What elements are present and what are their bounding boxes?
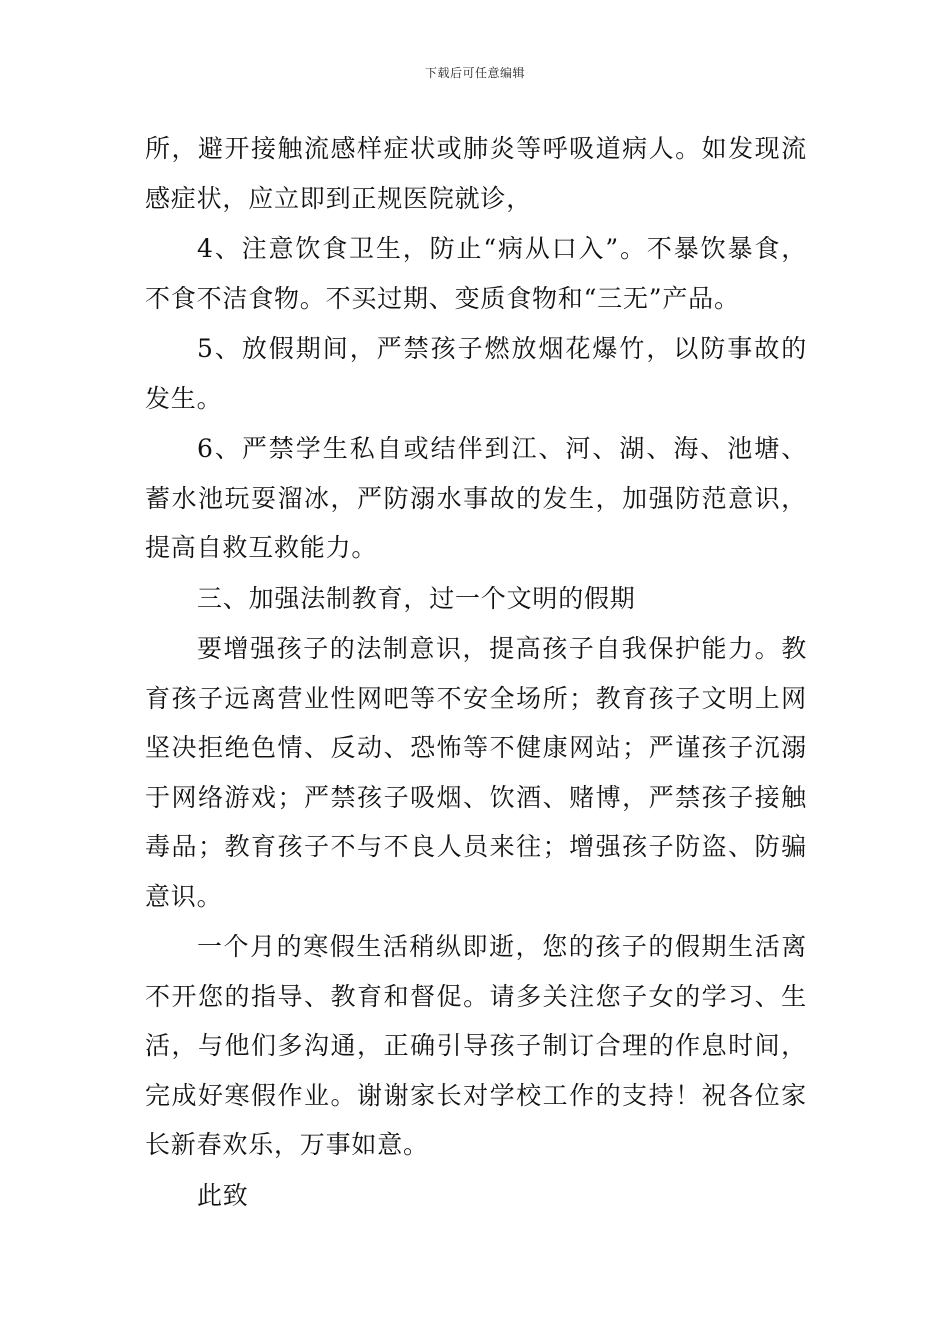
section-heading-3: 三、加强法制教育，过一个文明的假期 (197, 583, 636, 613)
header-note: 下载后可任意编辑 (424, 66, 525, 80)
document-body (145, 124, 807, 1221)
paragraph-legal-education: 要增强孩子的法制意识，提高孩子自我保护能力。教育孩子远离营业性网吧等不安全场所；教育孩子文明上网坚决拒绝色情、反动、恐怖等不健康网站；严谨孩子沉溺于网络游戏；严禁孩子吸烟、饮酒、赌博，严禁孩子接触毒品；教育孩子不与不良人员来往；增强孩子防盗、防骗意识。 (145, 634, 807, 911)
paragraph-closing: 一个月的寒假生活稍纵即逝，您的孩子的假期生活离不开您的指导、教育和督促。请多关注您子女的学习、生活，与他们多沟通，正确引导孩子制订合理的作息时间，完成好寒假作业。谢谢家长对学校工作的支持！祝各位家长新春欢乐，万事如意。 (145, 932, 807, 1159)
paragraph-item-4: 4、注意饮食卫生，防止“病从口入”。不暴饮暴食，不食不洁食物。不买过期、变质食物和“三无”产品。 (145, 234, 807, 313)
paragraph-item-5: 5、放假期间，严禁孩子燃放烟花爆竹，以防事故的发生。 (145, 334, 807, 413)
salutation: 此致 (197, 1180, 249, 1210)
paragraph-item-6: 6、严禁学生私自或结伴到江、河、湖、海、池塘、蓄水池玩耍溜冰，严防溺水事故的发生，加强防范意识，提高自救互救能力。 (145, 434, 807, 562)
paragraph-continuation: 所，避开接触流感样症状或肺炎等呼吸道病人。如发现流感症状，应立即到正规医院就诊， (145, 134, 807, 213)
